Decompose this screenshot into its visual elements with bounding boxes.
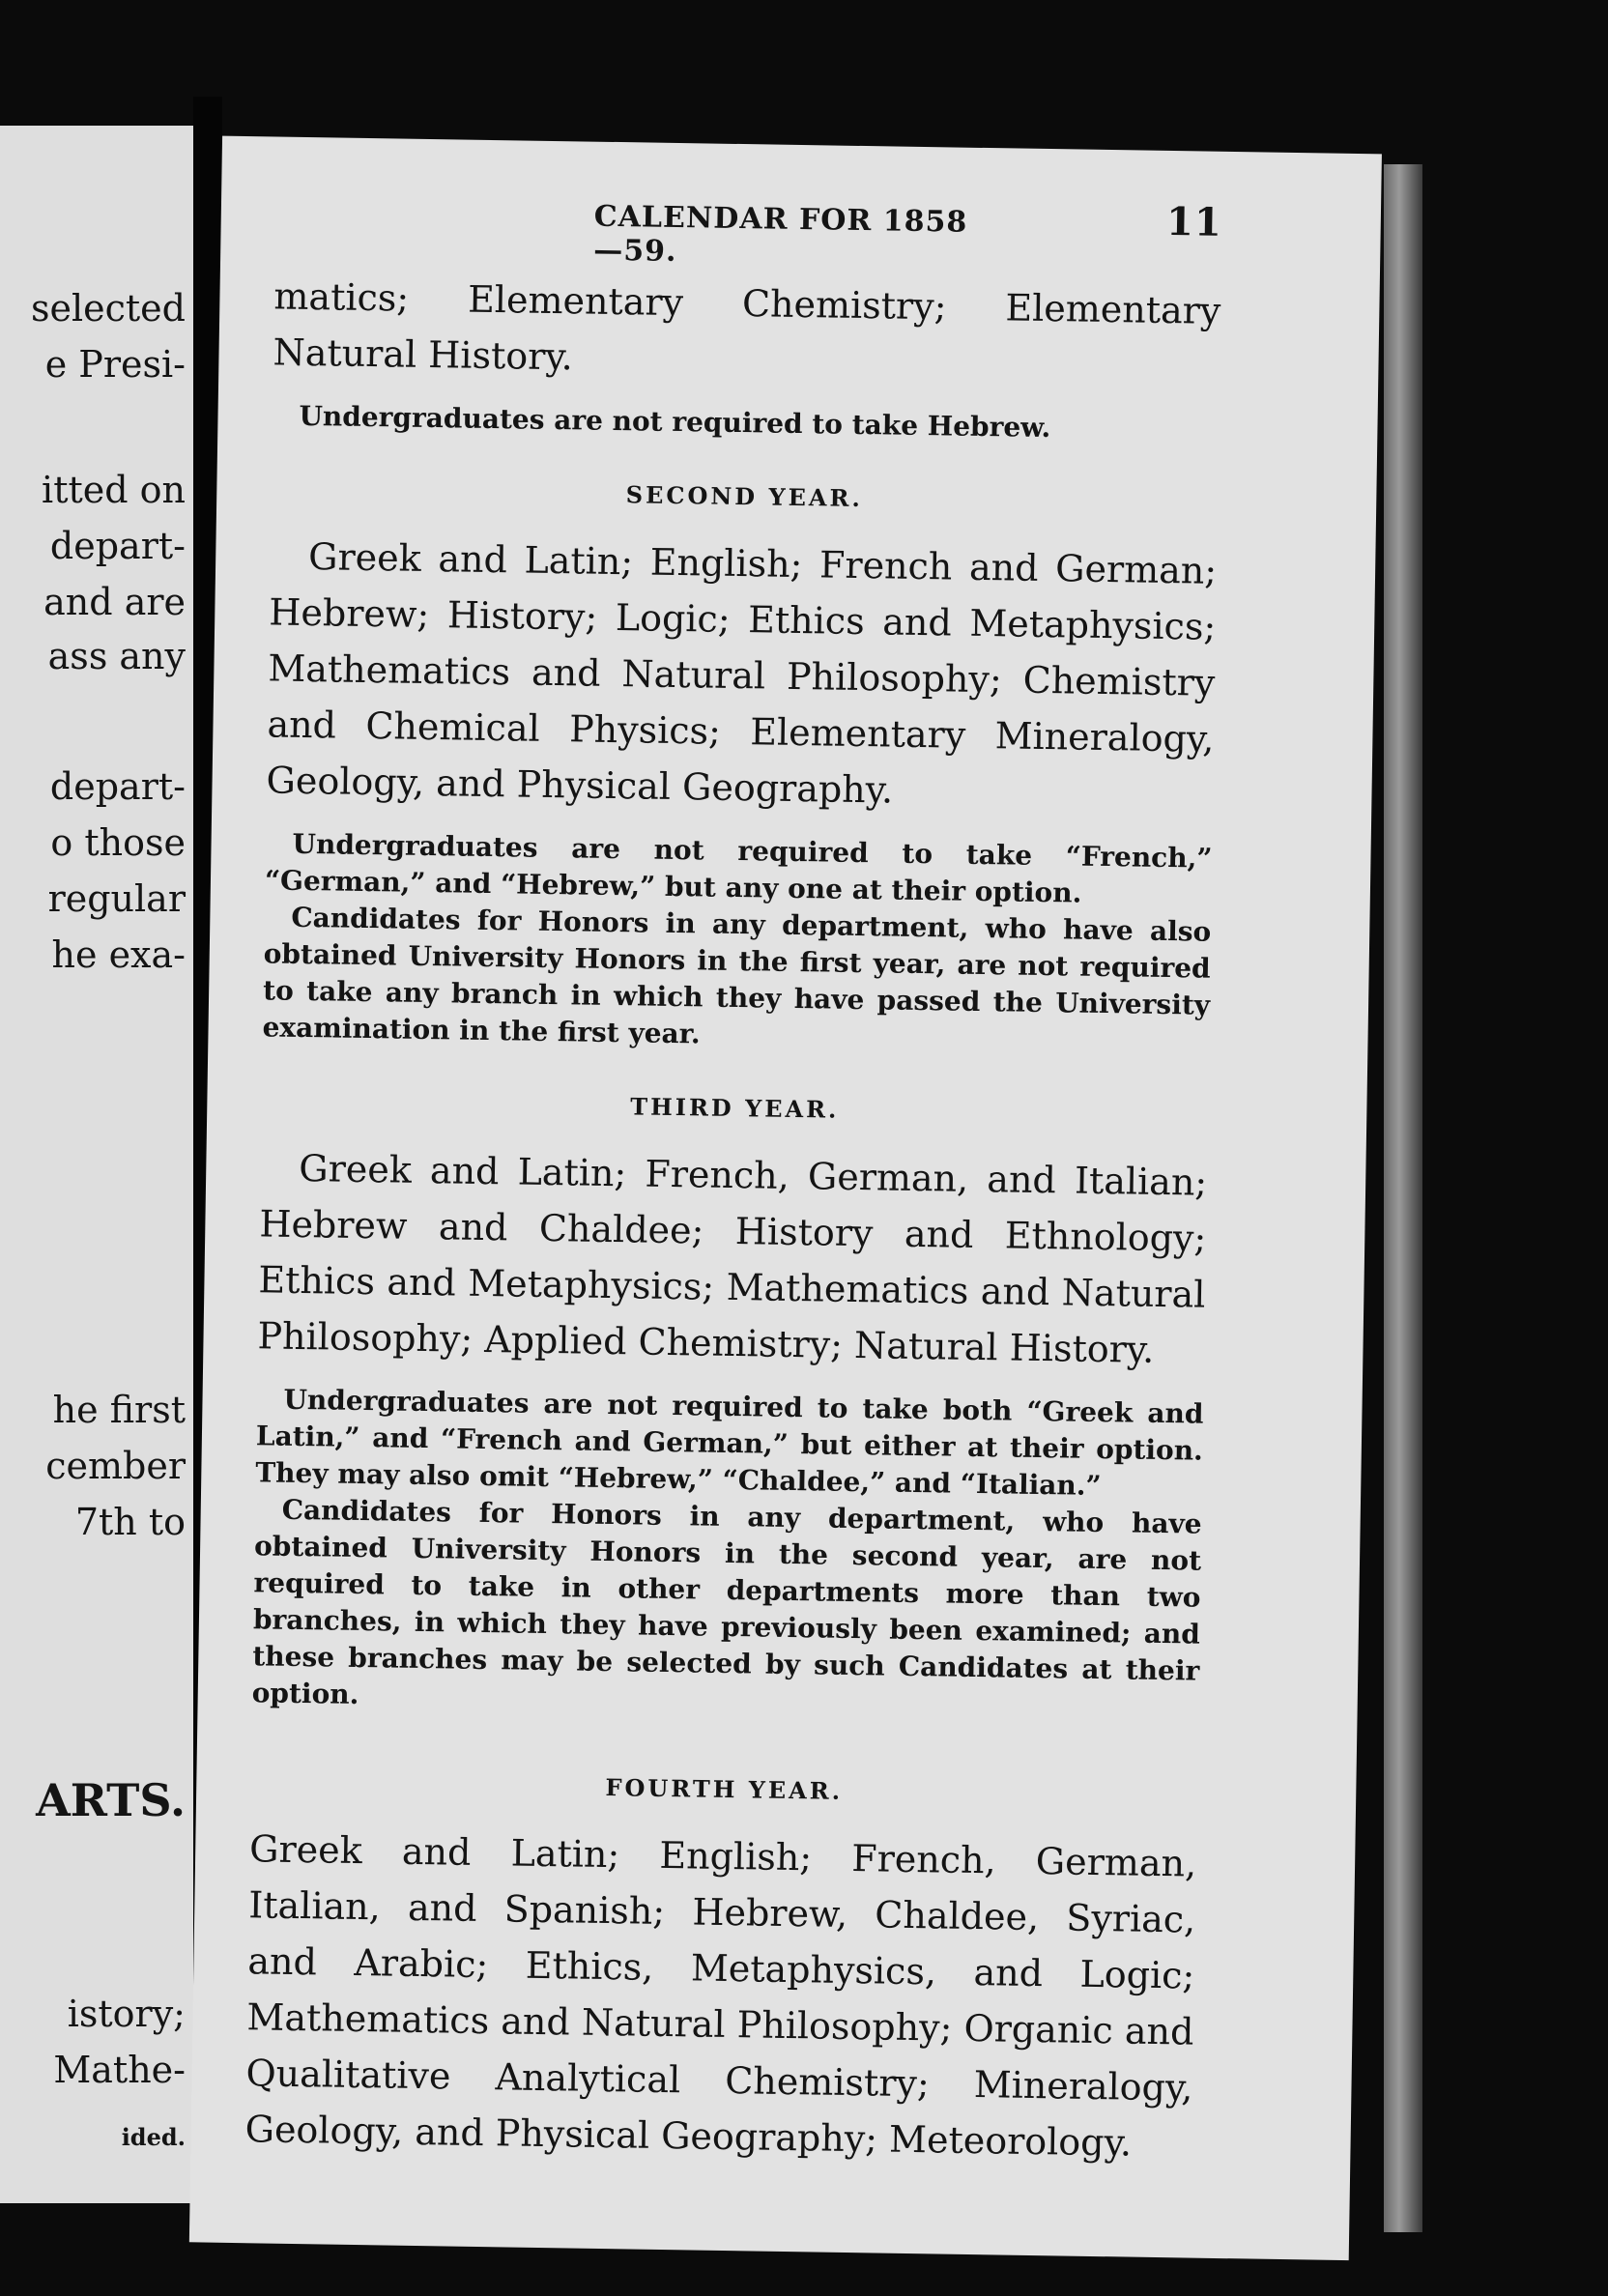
left-fragment: o those [50,821,186,864]
left-fragment: e Presi- [44,343,186,386]
page-header [593,190,1222,277]
left-fragment: 7th to [74,1501,186,1543]
heading-fourth-year: FOURTH YEAR. [605,1773,844,1805]
note-third-year-a: Undergraduates are not required to take both “Greek and Latin,” and “French and German,” but either at their option. They may also omit “Hebrew,” “Chaldee,” and “Italian.” [255,1383,1204,1503]
left-fragment: selected [31,287,186,330]
note-third-year-b: Candidates for Honors in any department, who have obtained University Honors in the second year, are not required to take in other departments more than two branches, in which they have previously been examined; and these branches may be selected by such Candidates at their option. [251,1493,1202,1710]
heading-second-year: SECOND YEAR. [625,480,864,513]
heading-third-year: THIRD YEAR. [629,1092,840,1124]
left-fragment: Mathe- [53,2049,186,2091]
left-fragment: cember [45,1445,186,1487]
left-fragment: he exa- [51,933,186,976]
left-fragment: istory; [67,1993,186,2035]
page-edge [1384,164,1422,2232]
left-fragment: ARTS. [36,1774,186,1826]
paragraph-second-year: Greek and Latin; English; French and German; Hebrew; History; Logic; Ethics and Metaphysics; Mathematics and Natural Philosophy; Chemistry and Chemical Physics; Elementary Mineralogy, Geology, and Physical Geography. [266,535,1218,812]
paragraph-third-year: Greek and Latin; French, German, and Italian; Hebrew and Chaldee; History and Ethnology; Ethics and Metaphysics; Mathematics and Natural Philosophy; Applied Chemistry; Natural History. [257,1146,1208,1371]
book-page [189,136,1382,2261]
left-fragment: he first [52,1389,186,1431]
paragraph-fourth-year: Greek and Latin; English; French, German, Italian, and Spanish; Hebrew, Chaldee, Syriac, and Arabic; Ethics, Metaphysics, and Logic; Mathematics and Natural Philosophy; Organic and Qualitative Analytical Chemistry; Mineralogy, Geology, and Physical Geography; Meteorology. [244,1827,1197,2165]
note-first-year: Undergraduates are not required to take Hebrew. [299,399,1051,445]
left-fragment: ided. [121,2123,186,2151]
left-fragment: depart- [49,525,186,567]
left-fragment: depart- [49,765,186,808]
left-fragment: itted on [42,469,186,511]
left-page-fragment [0,126,193,2203]
left-fragment: regular [47,877,186,920]
left-fragment: and are [43,581,186,623]
running-head: CALENDAR FOR 1858—59. [592,199,968,269]
page-number: 11 [1165,198,1223,245]
page-content [244,185,1222,2171]
note-second-year-b: Candidates for Honors in any department, who have also obtained University Honors in the first year, are not required to take any branch in which they have passed the University examination in the first year. [262,901,1212,1050]
note-second-year-a: Undergraduates are not required to take “French,” “German,” and “Hebrew,” but any one at their option. [264,827,1213,909]
left-fragment: ass any [47,635,186,677]
paragraph-first-year-end: matics; Elementary Chemistry; Elementary Natural History. [273,274,1221,379]
